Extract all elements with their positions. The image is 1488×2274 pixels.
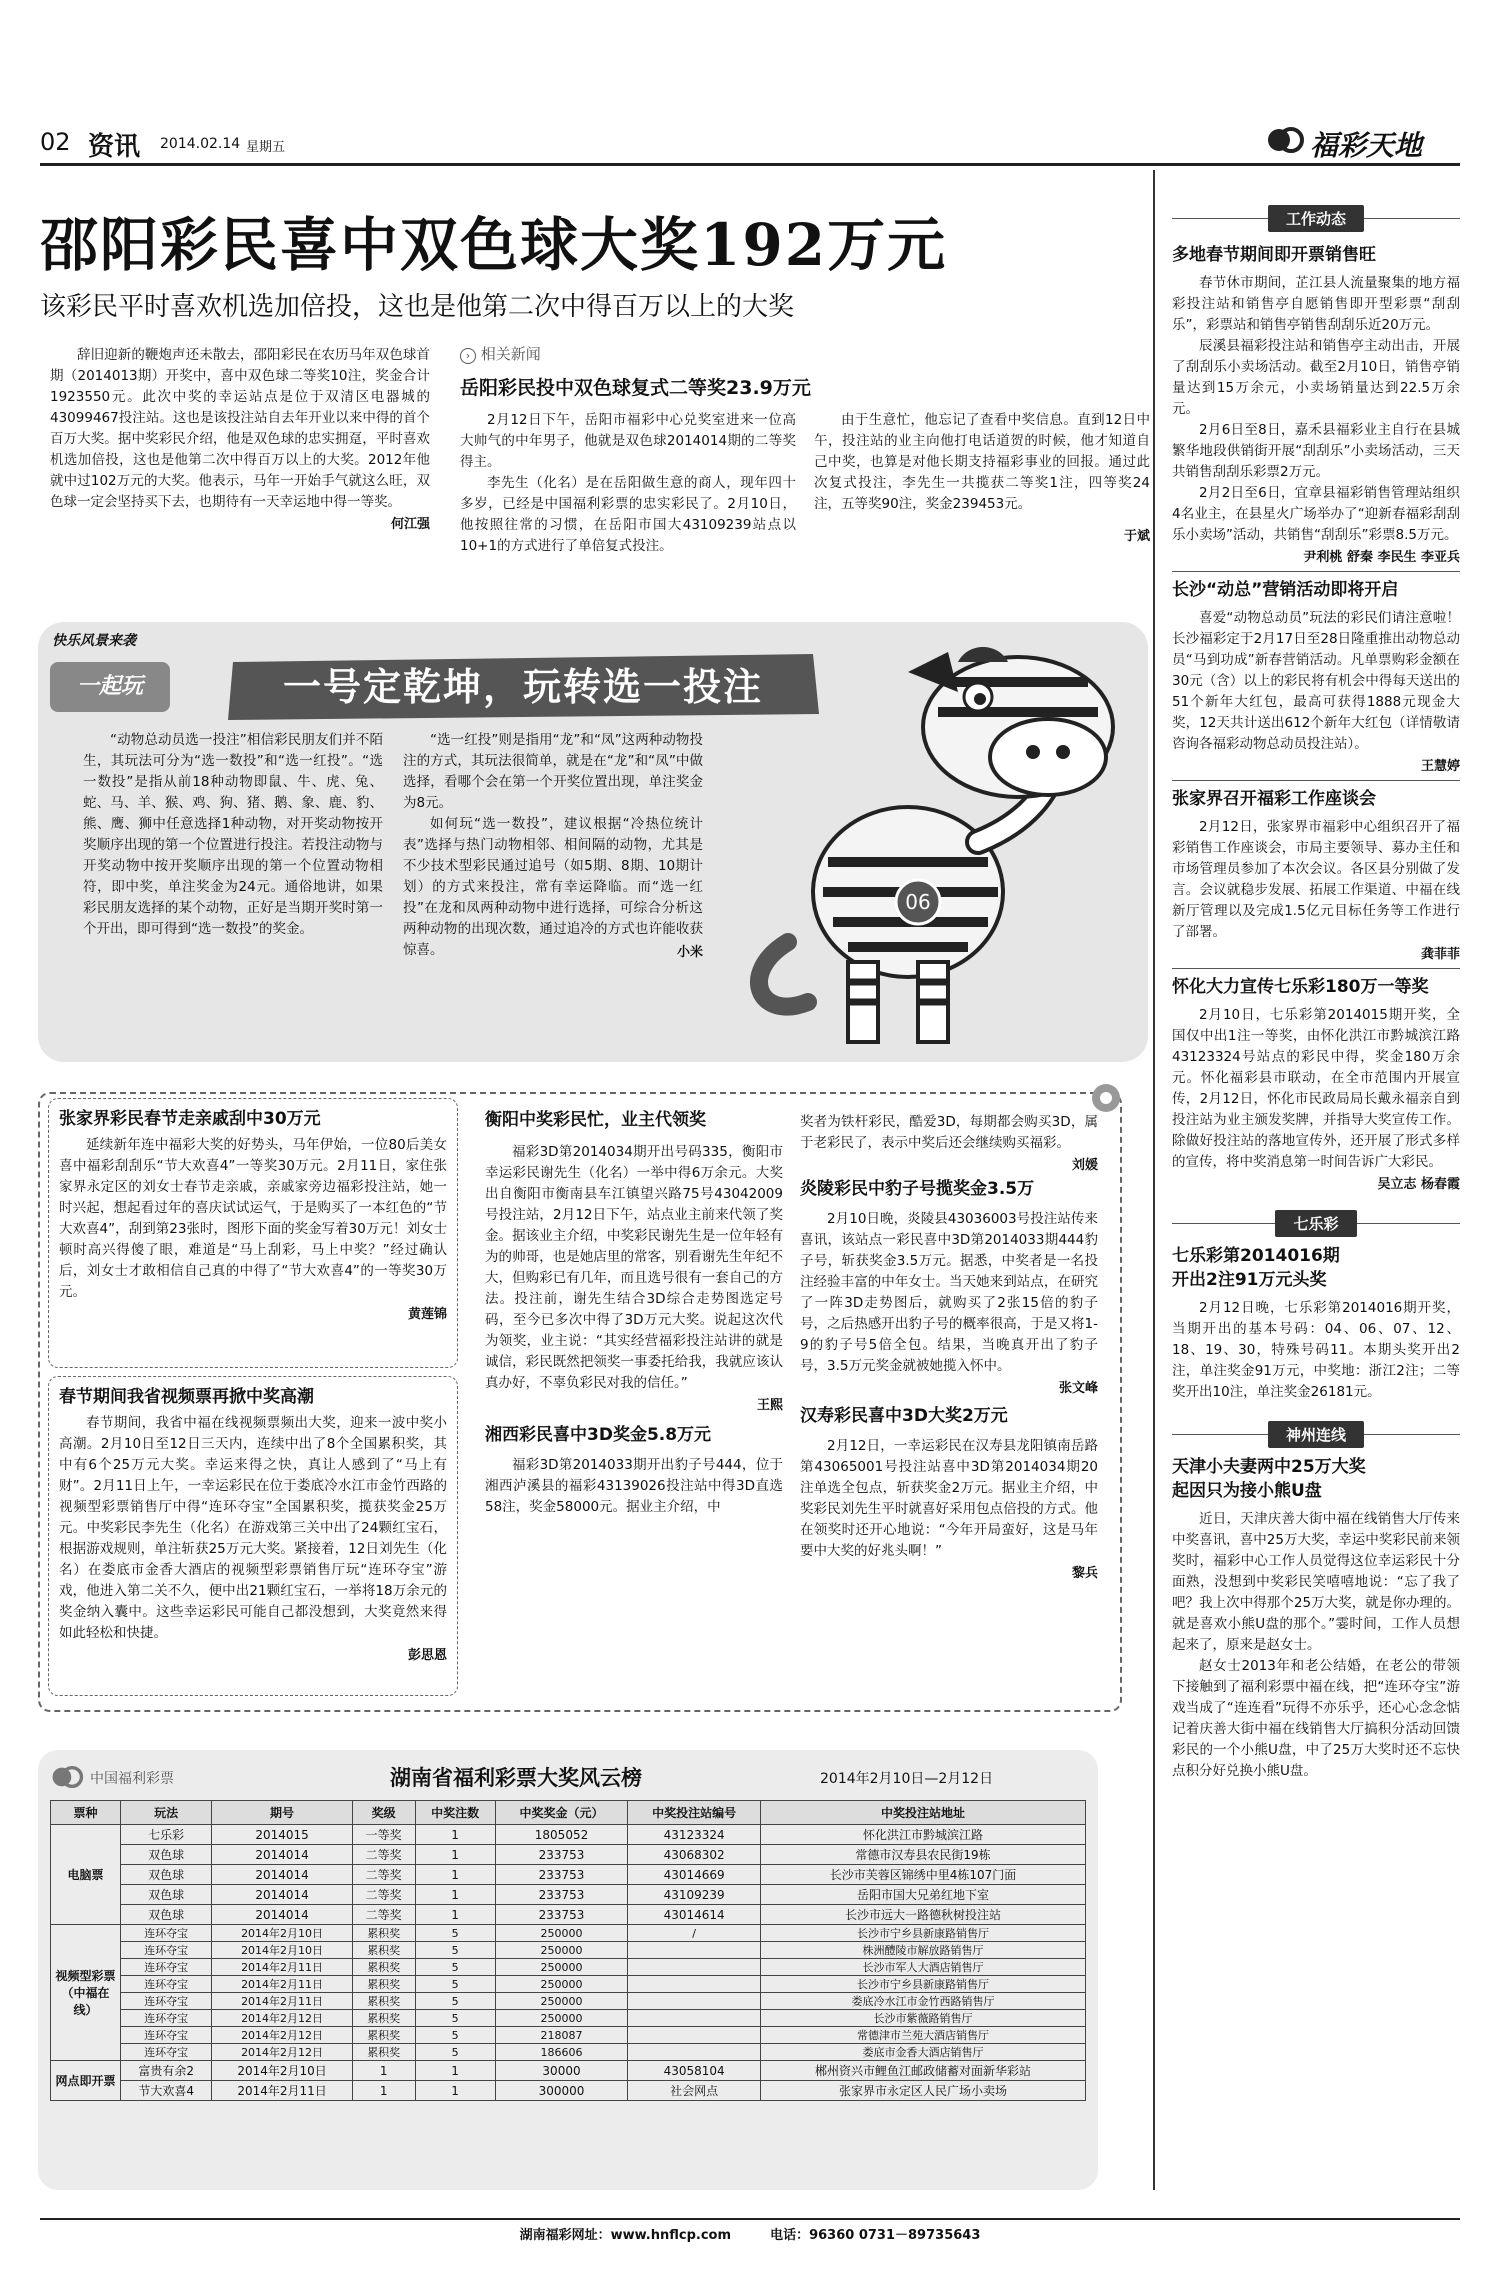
table-cell: 株洲醴陵市解放路销售厅 <box>760 1942 1085 1959</box>
table-cell: 长沙市军人大酒店销售厅 <box>760 1959 1085 1976</box>
related-paragraph: 李先生（化名）是在岳阳做生意的商人，现年四十多岁，已经是中国福利彩票的忠实彩民了。2月10日，他按照往常的习惯，在岳阳市国大43109239站点以10+1的方式进行了单倍复式投注。 <box>460 475 796 554</box>
table-row <box>51 1905 1086 1925</box>
table-cell <box>628 1959 761 1976</box>
table-cell: 连环夺宝 <box>121 1976 212 1993</box>
table-cell: 连环夺宝 <box>121 1959 212 1976</box>
ranking-header <box>50 1760 1086 1800</box>
story-zhangjiajie <box>48 1098 458 1368</box>
table-cell: 5 <box>415 1925 495 1942</box>
table-header-cell: 中奖投注站编号 <box>628 1801 761 1825</box>
sidebar-rule <box>1172 780 1460 781</box>
sidebar-paragraph: 赵女士2013年和老公结婚，在老公的带领下接触到了福利彩票中福在线，把“连环夺宝”游戏当成了“连连看”玩得不亦乐乎，还心心念念惦记着庆善大街中福在线销售大厅搞积分活动回馈彩民的一个小熊U盘，中了25万大奖时还不忘快点积分好兑换小熊U盘。 <box>1172 1658 1460 1779</box>
story-author: 张文峰 <box>1058 1381 1098 1396</box>
table-cell: 累积奖 <box>352 1993 415 2010</box>
box-left-column <box>48 1098 458 1696</box>
table-cell: 1 <box>415 1825 495 1845</box>
table-cell: 5 <box>415 2044 495 2061</box>
table-cell: 2014年2月10日 <box>212 1942 353 1959</box>
box-middle-column <box>485 1108 783 1518</box>
table-row <box>51 1825 1086 1845</box>
story-title: 张家界彩民春节走亲戚刮中30万元 <box>59 1109 321 1129</box>
feature-panel <box>38 622 1148 1062</box>
story-paragraph: 奖者为铁杆彩民，酷爱3D，每期都会购买3D，属于老彩民了，表示中奖后还会继续购买福彩。 <box>800 1114 1098 1151</box>
section-tag-shenzhou: 神州连线 <box>1268 1421 1364 1448</box>
related-arrow-icon: › <box>460 348 476 364</box>
table-cell: 43109239 <box>628 1885 761 1905</box>
table-header-cell: 中奖投注站地址 <box>760 1801 1085 1825</box>
feature-paragraph: 如何玩“选一数投”，建议根据“冷热位统计表”选择与热门动物相邻、相间隔的动物，尤其是不少技术型彩民通过追号（如5期、8期、10期计划）的方式来投注，常有幸运降临。而“选一红投”在龙和凤两种动物中进行选择，可综合分析这两种动物的出现次数，通过追冷的方式也许能收获惊喜。 <box>403 816 703 958</box>
sidebar-paragraph: 喜爱“动物总动员”玩法的彩民们请注意啦！长沙福彩定于2月17日至28日隆重推出动物总动员“马到功成”新春营销活动。凡单票购彩金额在30元（含）以上的彩民将有机会中得每天送出的51个新年大红包，最高可获得1888元现金大奖，12天共计送出612个新年大红包（详情敬请咨询各福彩动物总动员投注站）。 <box>1172 610 1460 752</box>
table-cell: 2014014 <box>212 1905 353 1925</box>
lead-paragraph: 辞旧迎新的鞭炮声还未散去，邵阳彩民在农历马年双色球首期（2014013期）开奖中，喜中双色球二等奖10注，奖金合计1923550元。此次中奖的幸运站点是位于双清区电器城的43099467投注站。这也是该投注站自去年开业以来中得的首个百万大奖。据中奖彩民介绍，他是双色球的忠实拥趸，平时喜欢机选加倍投，这也是他第二次中得百万以上的大奖。2012年他就中过102万元的大奖。他表示，马年一开始手气就这么旺，双色球一定会坚持买下去，也期待有一天幸运地中得一等奖。 <box>50 347 430 510</box>
table-cell: 250000 <box>495 1942 628 1959</box>
related-tag-label: 相关新闻 <box>480 345 541 363</box>
table-row <box>51 1976 1086 1993</box>
table-cell: 233753 <box>495 1845 628 1865</box>
table-cell: 2014015 <box>212 1825 353 1845</box>
box-right-column <box>800 1112 1098 1581</box>
table-cell: 2014年2月11日 <box>212 1976 353 1993</box>
table-cell: 连环夺宝 <box>121 1942 212 1959</box>
table-cell: 二等奖 <box>352 1885 415 1905</box>
sidebar-paragraph: 2月12日晚，七乐彩第2014016期开奖，当期开出的基本号码：04、06、07、12、18、19、30，特殊号码11。本期头奖开出2注，单注奖金91万元，中奖地：浙江2注；二等奖开出10注，单注奖金26181元。 <box>1172 1300 1460 1400</box>
page-header <box>40 124 1460 160</box>
feature-col-1 <box>83 730 383 940</box>
table-cell <box>628 1993 761 2010</box>
table-cell: 富贵有余2 <box>121 2061 212 2081</box>
table-cell: 2014014 <box>212 1865 353 1885</box>
table-cell: 2014年2月10日 <box>212 1925 353 1942</box>
table-cell: 七乐彩 <box>121 1825 212 1845</box>
table-cell: 218087 <box>495 2027 628 2044</box>
table-cell: 1 <box>415 1885 495 1905</box>
table-cell: 1805052 <box>495 1825 628 1845</box>
table-cell: 长沙市宁乡县新康路销售厅 <box>760 1925 1085 1942</box>
table-cell: 1 <box>415 1845 495 1865</box>
story-title: 春节期间我省视频票再掀中奖高潮 <box>59 1387 314 1407</box>
feature-paragraph: “选一红投”则是指用“龙”和“凤”这两种动物投注的方式，其玩法很简单，就是在“龙”和“凤”中做选择，看哪个会在第一个开奖位置出现，单注奖金为8元。 <box>403 732 703 811</box>
table-cell: 长沙市远大一路德秋树投注站 <box>760 1905 1085 1925</box>
feature-badge <box>50 662 170 712</box>
table-cell: 43058104 <box>628 2061 761 2081</box>
table-cell: 累积奖 <box>352 1959 415 1976</box>
ticket-type-cell: 视频型彩票（中福在线） <box>51 1925 121 2061</box>
table-cell: 43014614 <box>628 1905 761 1925</box>
table-cell: 连环夺宝 <box>121 2044 212 2061</box>
ranking-date-range: 2014年2月10日—2月12日 <box>820 1771 994 1787</box>
table-cell: 郴州资兴市鲤鱼江邮政储蓄对面新华彩站 <box>760 2061 1085 2081</box>
ranking-logo-text: 中国福利彩票 <box>90 1771 174 1787</box>
sidebar-tag-row <box>1172 1421 1460 1444</box>
ranking-panel <box>38 1750 1098 2190</box>
story-paragraph: 延续新年连中福彩大奖的好势头，马年伊始，一位80后美女喜中福彩刮刮乐“节大欢喜4”一等奖30万元。2月11日，家住张家界永定区的刘女士春节走亲戚，亲戚家旁边福彩投注站，她一时兴起，想起看过年的喜庆试试运气，于是购买了一本红色的“节大欢喜4”，刮到第23张时，图形下面的奖金写着30万元！刘女士顿时高兴得傻了眼，难道是“马上刮彩，马上中奖？”经过确认后，刘女士才敢相信自己真的中得了“节大欢喜4”的一等奖30万元。 <box>59 1137 447 1300</box>
table-cell: 娄底市金香大酒店销售厅 <box>760 2044 1085 2061</box>
table-cell <box>628 1942 761 1959</box>
related-col-2 <box>814 410 1150 557</box>
issue-date: 2014.02.14 <box>160 136 241 152</box>
related-headline: 岳阳彩民投中双色球复式二等奖23.9万元 <box>460 377 811 399</box>
story-paragraph: 2月10日晚，炎陵县43036003号投注站传来喜讯，该站点一彩民喜中3D第2014033期444豹子号，斩获奖金3.5万元。据悉，中奖者是一名投注经验丰富的中年女士。当天她来到站点，在研究了一阵3D走势图后，就购买了2张15倍的豹子号，之后热感开出豹子号的概率很高，于是又将1-9的豹子号5倍全包。结果，当晚真开出了豹子号，3.5万元奖金就被她揽入怀中。 <box>800 1211 1098 1374</box>
table-cell: 张家界市永定区人民广场小卖场 <box>760 2081 1085 2101</box>
table-cell: 累积奖 <box>352 2027 415 2044</box>
table-cell <box>628 2027 761 2044</box>
issue-weekday: 星期五 <box>246 140 286 155</box>
sidebar-author: 吴立志 杨春霞 <box>1377 1177 1460 1192</box>
story-title: 汉寿彩民喜中3D大奖2万元 <box>800 1406 1008 1426</box>
sidebar-story-title: 长沙“动总”营销活动即将开启 <box>1172 580 1399 600</box>
sidebar-author: 王慧婷 <box>1420 759 1460 774</box>
story-title: 炎陵彩民中豹子号揽奖金3.5万 <box>800 1179 1035 1199</box>
table-cell: 娄底冷水江市金竹西路销售厅 <box>760 1993 1085 2010</box>
sidebar-story-title: 怀化大力宣传七乐彩180万一等奖 <box>1172 977 1429 997</box>
related-columns <box>460 410 1150 557</box>
table-header-cell: 中奖奖金（元） <box>495 1801 628 1825</box>
table-row <box>51 1865 1086 1885</box>
feature-col-2 <box>403 730 703 960</box>
lead-headline: 邵阳彩民喜中双色球大奖192万元 <box>40 211 948 279</box>
sidebar-divider <box>1153 170 1155 2190</box>
table-header-cell: 玩法 <box>121 1801 212 1825</box>
story-author: 彭思恩 <box>407 1648 447 1663</box>
table-cell: 累积奖 <box>352 2010 415 2027</box>
table-row <box>51 2061 1086 2081</box>
feature-title: 一号定乾坤，玩转选一投注 <box>282 665 763 709</box>
table-row <box>51 1845 1086 1865</box>
sidebar-author: 龚菲菲 <box>1420 947 1460 962</box>
lead-subtitle: 该彩民平时喜欢机选加倍投，这也是他第二次中得百万以上的大奖 <box>40 292 795 322</box>
table-header-cell: 奖级 <box>352 1801 415 1825</box>
ranking-title: 湖南省福利彩票大奖风云榜 <box>390 1766 642 1790</box>
table-cell: 怀化洪江市黔城滨江路 <box>760 1825 1085 1845</box>
table-cell: 2014年2月12日 <box>212 2027 353 2044</box>
table-cell: 43014669 <box>628 1865 761 1885</box>
related-tag <box>460 343 1150 364</box>
table-cell: 连环夺宝 <box>121 1925 212 1942</box>
table-cell: 250000 <box>495 1993 628 2010</box>
table-row <box>51 2081 1086 2101</box>
story-author: 黎兵 <box>1071 1566 1098 1581</box>
footer-website: 湖南福彩网址：www.hnflcp.com <box>519 2228 732 2243</box>
story-author: 黄莲锦 <box>407 1307 447 1322</box>
table-cell: 岳阳市国大兄弟红地下室 <box>760 1885 1085 1905</box>
table-cell: 累积奖 <box>352 1925 415 1942</box>
table-cell: 1 <box>415 2081 495 2101</box>
table-row <box>51 1959 1086 1976</box>
news-box-corner-icon <box>1088 1080 1124 1116</box>
brand-logo-text: 福彩天地 <box>1310 129 1423 162</box>
table-cell: 233753 <box>495 1905 628 1925</box>
table-cell: 2014年2月12日 <box>212 2010 353 2027</box>
page-number: 02 <box>40 128 71 156</box>
section-tag-work: 工作动态 <box>1268 205 1364 232</box>
table-row <box>51 2027 1086 2044</box>
feature-author: 小米 <box>676 945 703 960</box>
table-cell: 常德津市兰苑大酒店销售厅 <box>760 2027 1085 2044</box>
table-cell: 5 <box>415 2010 495 2027</box>
table-header-cell: 中奖注数 <box>415 1801 495 1825</box>
table-cell: 累积奖 <box>352 1976 415 1993</box>
sidebar-story-title: 张家界召开福彩工作座谈会 <box>1172 789 1376 809</box>
table-cell <box>628 2010 761 2027</box>
lead-author: 何江强 <box>390 517 430 532</box>
story-video-lottery <box>48 1376 458 1696</box>
feature-paragraph: “动物总动员选一投注”相信彩民朋友们并不陌生，其玩法可分为“选一数投”和“选一红投”。“选一数投”是指从前18种动物即鼠、牛、虎、兔、蛇、马、羊、猴、鸡、狗、猪、鹅、象、鹿、豹、熊、鹰、狮中任意选择1种动物，对开奖动物按开奖顺序出现的第一个位置进行投注。若投注动物与开奖动物中按开奖顺序出现的第一个位置动物相符，即中奖，单注奖金为24元。通俗地讲，如果彩民朋友选择的某个动物，正好是当期开奖时第一个开出，即可得到“选一数投”的奖金。 <box>83 732 383 937</box>
table-cell: 长沙市宁乡县新康路销售厅 <box>760 1976 1085 1993</box>
table-cell: 一等奖 <box>352 1825 415 1845</box>
table-cell: 连环夺宝 <box>121 2010 212 2027</box>
sidebar-story-subtitle: 起因只为接小熊U盘 <box>1172 1481 1322 1501</box>
story-paragraph: 福彩3D第2014034期开出号码335，衡阳市幸运彩民谢先生（化名）一举中得6万余元。大奖出自衡阳市衡南县车江镇望兴路75号43042009号投注站，2月12日下午，站点业主前来代领了奖金。据该业主介绍，中奖彩民谢先生是一位年轻有为的帅哥，也是她店里的常客，别看谢先生年纪不大，但购彩已有几年，而且选号很有一套自己的方法。投注前，谢先生结合3D综合走势图选定号码，至今已多次中得了3D万元大奖。说起这次代为领奖，业主说：“其实经营福彩投注站讲的就是诚信，彩民既然把领奖一事委托给我，我就应该认真办好，不辜负彩民对我的信任。” <box>485 1144 783 1391</box>
lead-body <box>50 345 430 532</box>
sidebar-rule <box>1172 571 1460 572</box>
table-cell: 5 <box>415 2027 495 2044</box>
feature-badge-label: 一起玩 <box>76 674 143 699</box>
related-author: 于斌 <box>1123 529 1150 544</box>
ranking-table <box>50 1800 1086 2101</box>
table-cell <box>628 1976 761 1993</box>
table-row <box>51 1942 1086 1959</box>
footer-divider <box>40 2218 1460 2220</box>
sidebar-paragraph: 2月2日至6日，宜章县福彩销售管理站组织4名业主，在县星火广场举办了“迎新春福彩刮刮乐小卖场”活动，共销售“刮刮乐”彩票8.5万元。 <box>1172 485 1460 543</box>
story-paragraph: 春节期间，我省中福在线视频票频出大奖，迎来一波中奖小高潮。2月10日至12日三天内，连续中出了8个全国累积奖，其中有6个25万元大奖。幸运来得之快，真让人感到了“马上有财”。2月11日上午，一幸运彩民在位于娄底冷水江市金竹西路的视频型彩票销售厅中得“连环夺宝”全国累积奖，揽获奖金25万元。中奖彩民李先生（化名）在游戏第三关中出了24颗红宝石，根据游戏规则，单注斩获25万元大奖。紧接着，12日刘先生（化名）在娄底市金香大酒店的视频型彩票销售厅玩“连环夺宝”游戏，他进入第二关不久，便中出21颗红宝石，一举将18万余元的奖金纳入囊中。这些幸运彩民可能自己都没想到，大奖竟然来得如此轻松和快捷。 <box>59 1415 447 1641</box>
table-cell: 250000 <box>495 1976 628 1993</box>
table-cell: 双色球 <box>121 1865 212 1885</box>
feature-tag: 快乐风景来袭 <box>52 633 136 649</box>
table-cell: 43123324 <box>628 1825 761 1845</box>
table-cell: 双色球 <box>121 1845 212 1865</box>
table-cell: 累积奖 <box>352 2044 415 2061</box>
ranking-table-header <box>51 1801 1086 1825</box>
zebra-number: 06 <box>905 890 931 914</box>
table-cell: 长沙市紫薇路销售厅 <box>760 2010 1085 2027</box>
table-cell: 300000 <box>495 2081 628 2101</box>
table-cell: 2014年2月11日 <box>212 1993 353 2010</box>
table-header-cell: 票种 <box>51 1801 121 1825</box>
sidebar-story-title: 七乐彩第2014016期 <box>1172 1246 1340 1266</box>
table-cell: 双色球 <box>121 1885 212 1905</box>
sidebar-paragraph: 辰溪县福彩投注站和销售亭主动出击，开展了刮刮乐小卖场活动。截至2月10日，销售亭销量达到15万余元，小卖场销量达到22.5万余元。 <box>1172 338 1460 417</box>
footer-phone: 电话：96360 0731－89735643 <box>770 2228 981 2243</box>
table-cell: 社会网点 <box>628 2081 761 2101</box>
ticket-type-cell: 网点即开票 <box>51 2061 121 2101</box>
table-cell: 233753 <box>495 1885 628 1905</box>
table-cell: 250000 <box>495 1959 628 1976</box>
table-cell: 2014年2月11日 <box>212 2081 353 2101</box>
table-row <box>51 1993 1086 2010</box>
sidebar-paragraph: 近日，天津庆善大街中福在线销售大厅传来中奖喜讯，喜中25万大奖，幸运中奖彩民前来领奖时，福彩中心工作人员觉得这位幸运彩民十分面熟，没想到中奖彩民笑嘻嘻地说：“忘了我了吧？我上次中得那个25万大奖，就是你办理的。就是喜欢小熊U盘的那个。”霎时间，工作人员想起来了，原来是赵女士。 <box>1172 1511 1460 1653</box>
table-cell: 2014年2月11日 <box>212 1959 353 1976</box>
table-cell: 2014年2月10日 <box>212 2061 353 2081</box>
sidebar-paragraph: 2月6日至8日，嘉禾县福彩业主自行在县城繁华地段供销街开展“刮刮乐”小卖场活动，三天共销售刮刮乐彩票2万元。 <box>1172 422 1460 480</box>
related-paragraph: 2月12日下午，岳阳市福彩中心兑奖室进来一位高大帅气的中年男子，他就是双色球2014014期的二等奖得主。 <box>460 412 796 470</box>
page-footer <box>40 2224 1460 2243</box>
table-cell: 长沙市芙蓉区锦绣中里4栋107门面 <box>760 1865 1085 1885</box>
table-cell <box>628 2044 761 2061</box>
table-cell: 250000 <box>495 1925 628 1942</box>
section-name: 资讯 <box>88 132 141 162</box>
table-cell: 1 <box>415 1905 495 1925</box>
sidebar-paragraph: 2月10日，七乐彩第2014015期开奖，全国仅中出1注一等奖，由怀化洪江市黔城滨江路43123324号站点的彩民中得，奖金180万余元。怀化福彩县市联动，在全市范围内开展宣传，2月12日，怀化市民政局局长戴永福亲自到投注站为业主颁发奖牌，并指导大奖宣传工作。除做好投注站的落地宣传外，还开展了形式多样的宣传，将中奖消息第一时间告诉广大彩民。 <box>1172 1007 1460 1170</box>
table-row <box>51 1925 1086 1942</box>
table-cell: 双色球 <box>121 1905 212 1925</box>
sidebar-paragraph: 春节休市期间，芷江县人流量聚集的地方福彩投注站和销售亭自愿销售即开型彩票“刮刮乐”，彩票站和销售亭销售刮刮乐近20万元。 <box>1172 275 1460 333</box>
header-divider <box>40 163 1460 166</box>
table-cell: 186606 <box>495 2044 628 2061</box>
table-row <box>51 1885 1086 1905</box>
table-row <box>51 2044 1086 2061</box>
sidebar-paragraph: 2月12日，张家界市福彩中心组织召开了福彩销售工作座谈会，市局主要领导、募办主任和市场管理员参加了本次会议。各区县分别做了发言。会议就稳步发展、拓展工作渠道、中福在线新厅管理以及完成1.5亿元目标任务等工作进行了部署。 <box>1172 819 1460 940</box>
table-cell: 1 <box>352 2081 415 2101</box>
table-cell: 1 <box>352 2061 415 2081</box>
table-row <box>51 2010 1086 2027</box>
section-tag-qilecai: 七乐彩 <box>1275 1210 1356 1237</box>
table-cell: 5 <box>415 1942 495 1959</box>
table-cell: / <box>628 1925 761 1942</box>
table-cell: 233753 <box>495 1865 628 1885</box>
sidebar-tag-row <box>1172 1210 1460 1233</box>
table-cell: 5 <box>415 1959 495 1976</box>
table-cell: 2014年2月12日 <box>212 2044 353 2061</box>
table-cell: 1 <box>415 1865 495 1885</box>
table-cell: 30000 <box>495 2061 628 2081</box>
story-title: 湘西彩民喜中3D奖金5.8万元 <box>485 1425 712 1445</box>
story-paragraph: 2月12日，一幸运彩民在汉寿县龙阳镇南岳路第43065001号投注站喜中3D第2014034期20注单选全包点，斩获奖金2万元。据业主介绍，中奖彩民刘先生平时就喜好采用包点倍投的方式。他在领奖时还开心地说：“今年开局蛮好，这是马年要中大奖的好兆头啊！” <box>800 1438 1098 1559</box>
story-title: 衡阳中奖彩民忙，业主代领奖 <box>485 1110 706 1130</box>
related-paragraph: 由于生意忙，他忘记了查看中奖信息。直到12日中午，投注站的业主向他打电话道贺的时候，他才知道自己中奖，也算是对他长期支持福彩事业的回报。通过此次复式投注，李先生一共揽获二等奖1注，四等奖24注，五等奖90注，奖金239453元。 <box>814 412 1150 512</box>
table-cell: 累积奖 <box>352 1942 415 1959</box>
table-cell: 二等奖 <box>352 1865 415 1885</box>
table-cell: 5 <box>415 1976 495 1993</box>
related-news <box>460 343 1150 557</box>
table-cell: 43068302 <box>628 1845 761 1865</box>
table-cell: 连环夺宝 <box>121 1993 212 2010</box>
story-author: 王熙 <box>756 1398 783 1413</box>
story-author: 刘媛 <box>1071 1158 1098 1173</box>
table-cell: 二等奖 <box>352 1845 415 1865</box>
story-paragraph: 福彩3D第2014033期开出豹子号444，位于湘西泸溪县的福彩43139026投注站中得3D直选58注，奖金58000元。据业主介绍，中 <box>485 1457 783 1515</box>
zebra-mascot-icon <box>718 642 1138 1052</box>
sidebar-story-subtitle: 开出2注91万元头奖 <box>1172 1270 1327 1290</box>
sidebar-tag-row <box>1172 205 1460 228</box>
sidebar-rule <box>1172 968 1460 969</box>
table-header-cell: 期号 <box>212 1801 353 1825</box>
sidebar <box>1172 205 1460 1782</box>
sidebar-story-title: 天津小夫妻两中25万大奖 <box>1172 1457 1366 1477</box>
related-col-1 <box>460 410 796 557</box>
sidebar-story-title: 多地春节期间即开票销售旺 <box>1172 245 1376 265</box>
welfare-logo-icon <box>50 1764 84 1794</box>
table-cell: 2014014 <box>212 1845 353 1865</box>
table-cell: 节大欢喜4 <box>121 2081 212 2101</box>
table-cell: 二等奖 <box>352 1905 415 1925</box>
table-cell: 5 <box>415 1993 495 2010</box>
table-cell: 2014014 <box>212 1885 353 1905</box>
brand-logo-icon <box>1265 126 1305 154</box>
table-cell: 250000 <box>495 2010 628 2027</box>
table-cell: 1 <box>415 2061 495 2081</box>
ticket-type-cell: 电脑票 <box>51 1825 121 1925</box>
table-cell: 常德市汉寿县农民街19栋 <box>760 1845 1085 1865</box>
table-cell: 连环夺宝 <box>121 2027 212 2044</box>
sidebar-author: 尹利桃 舒秦 李民生 李亚兵 <box>1303 550 1460 565</box>
